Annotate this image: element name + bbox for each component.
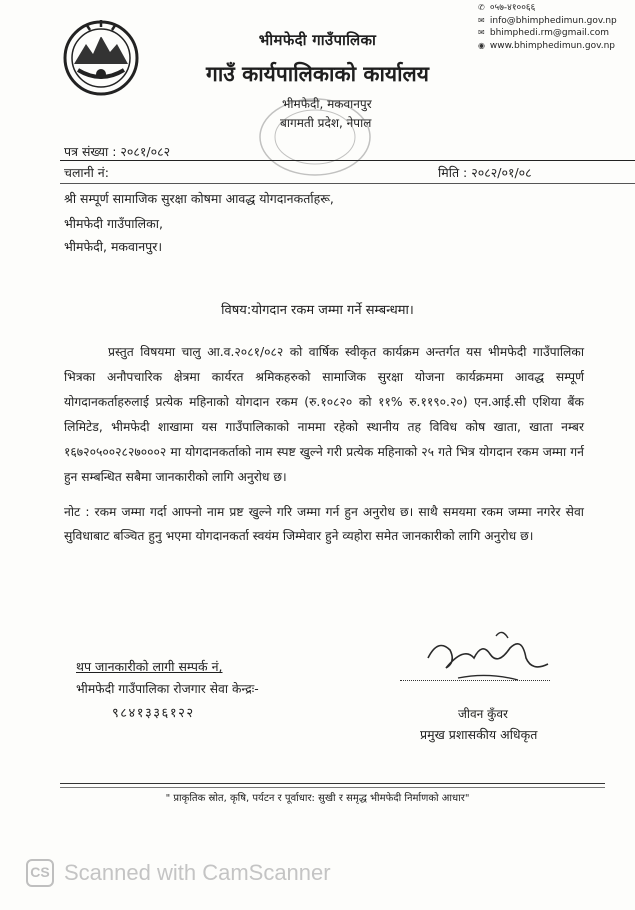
letter-subject: विषय:योगदान रकम जम्मा गर्ने सम्बन्धमा।: [221, 303, 414, 318]
reference-divider: [60, 183, 635, 184]
signatory-title: प्रमुख प्रशासकीय अधिकृत: [420, 727, 538, 742]
letter-date: मिति : २०८२/०१/०८: [438, 165, 532, 180]
recipient-line-3: भीमफेदी, मकवानपुर।: [64, 239, 163, 254]
contact-block: [478, 2, 617, 52]
footer-divider: [60, 783, 605, 784]
contact-email-alt[interactable]: ✉ bhimphedi.rm@gmail.com: [478, 28, 609, 38]
camscanner-watermark: Scanned with CamScanner: [64, 860, 331, 885]
handwritten-signature: [398, 628, 558, 698]
contact-phone: ✆ ०५७-४१००६६: [478, 3, 536, 13]
phone-icon: ✆: [478, 3, 485, 12]
signature-line: [400, 680, 550, 681]
footer-slogan: " प्राकृतिक स्रोत, कृषि, पर्यटन र पूर्वाधार: सुखी र समृद्ध भीमफेदी निर्माणको आधार": [165, 793, 470, 804]
dispatch-number: चलानी नं:: [64, 165, 109, 180]
email-icon: ✉: [478, 28, 485, 37]
recipient-line-2: भीमफेदी गाउँपालिका,: [64, 216, 163, 231]
contact-website[interactable]: ◉ www.bhimphedimun.gov.np: [478, 40, 616, 51]
letter-number: पत्र संख्या : २०८१/०८२: [64, 144, 171, 159]
email-icon: ✉: [478, 15, 485, 25]
office-stamp: [250, 92, 380, 182]
recipient-line-1: श्री सम्पूर्ण सामाजिक सुरक्षा कोषमा आवद्ध योगदानकर्ताहरू,: [64, 191, 334, 206]
signatory-name: जीवन कुँवर: [458, 707, 508, 721]
org-name: भीमफेदी गाउँपालिका: [258, 31, 377, 49]
letter-body: प्रस्तुत विषयमा चालु आ.व.२०८१/०८२ को वार्षिक स्वीकृत कार्यक्रम अन्तर्गत यस भीमफेदी गाउँपालिका भित्रका अनौपचारिक क्षेत्रमा कार्यरत श्रमिकहरुको सामाजिक सुरक्षा योजना कार्यक्रममा आवद्ध सम्पूर्ण योगदानकर्ताहरुलाई प्रत्येक महिनाको योगदान रकम (रु.१०८२० को ११% रु.११९०.२०) एन.आई.सी एशिया बैंक लिमिटेड, भीमफेदी शाखामा यस गाउँपालिकाको नाममा रहेको स्थानीय तह विविध कोष खाता, खाता नम्बर १६७२०५००२८२७०००२ मा योगदानकर्ताको नाम स्पष्ट खुल्ने गरी प्रत्येक महिनाको २५ गते भित्र योगदान रकम जम्मा गर्न हुन सम्बन्धित सबैमा जानकारीको लागि अनुरोध छ।: [64, 345, 584, 484]
camscanner-logo: CS: [26, 859, 54, 887]
contact-office: भीमफेदी गाउँपालिका रोजगार सेवा केन्द्रः-: [76, 682, 259, 696]
address-line-1: भीमफेदी, मकवानपुर: [282, 97, 372, 111]
header-divider: [60, 160, 635, 161]
letter-note: नोट : रकम जम्मा गर्दा आफ्नो नाम प्रष्ट खुल्ने गरि जम्मा गर्न हुन अनुरोध छ। साथै समयमा रकम जम्मा नगरेर सेवा सुविधाबाट बञ्चित हुनु भएमा योगदानकर्ता स्वयंम जिम्मेवार हुने व्यहोरा समेत जानकारीको लागि अनुरोध छ।: [64, 505, 584, 543]
contact-email[interactable]: ✉ info@bhimphedimun.gov.np: [478, 15, 617, 26]
address-line-2: बागमती प्रदेश, नेपाल: [280, 116, 372, 130]
footer-divider-thin: [60, 787, 605, 788]
contact-phone-number: ९८४१३३६१२२: [112, 706, 195, 721]
globe-icon: ◉: [478, 40, 485, 50]
office-name: गाउँ कार्यपालिकाको कार्यालय: [206, 62, 429, 86]
contact-heading: थप जानकारीको लागी सम्पर्क नं,: [76, 659, 223, 674]
